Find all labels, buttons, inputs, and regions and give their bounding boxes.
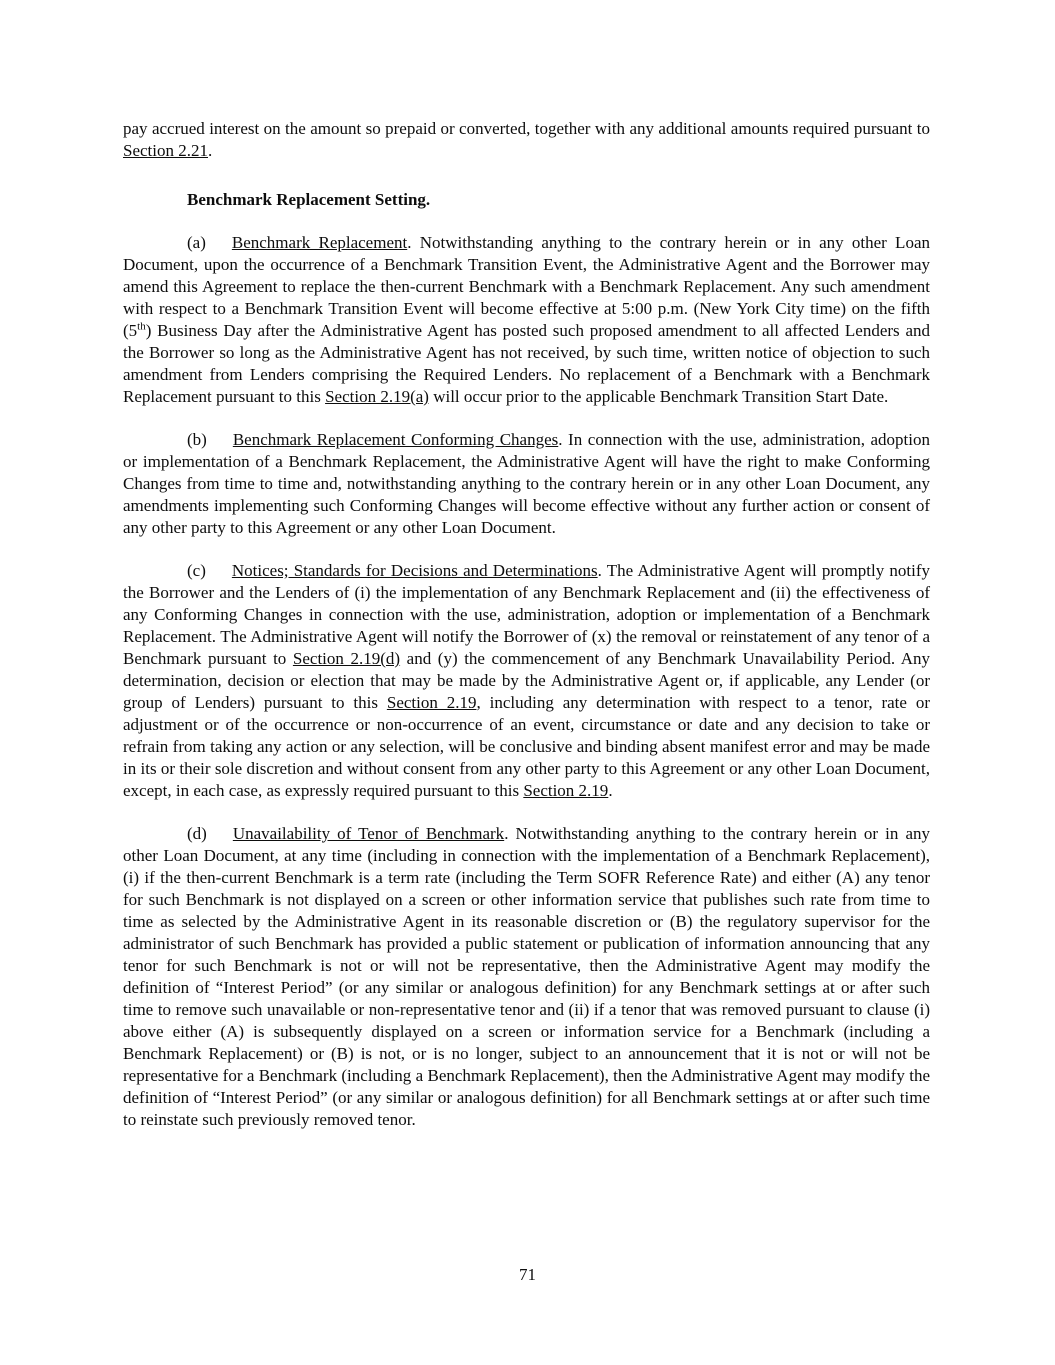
paragraph-c <box>123 560 930 802</box>
paragraph-b <box>123 429 930 539</box>
paragraph-c-label: (c) <box>187 561 206 580</box>
paragraph-a-title: Benchmark Replacement <box>231 233 408 252</box>
paragraph-c-body: . <box>608 781 613 800</box>
paragraph-a-body: ) Business Day after the Administrative Agent has posted such proposed amendment to all affected Lenders and the Borrower so long as the Administrative Agent has not received, by such time, written notice of objection to such amendment from Lenders comprising the Required Lenders. No replacement of a Benchmark with a Benchmark Replacement pursuant to this <box>123 321 930 406</box>
paragraph-d-body: . Notwithstanding anything to the contrary herein or in any other Loan Document, at any time (including in connection with the implementation of a Benchmark Replacement), (i) if the then-current Benchmark is a term rate (including the Term SOFR Reference Rate) and either (A) any tenor for such Benchmark is not displayed on a screen or other information service that publishes such rate from time to time as selected by the Administrative Agent in its reasonable discretion or (B) the regulatory supervisor for the administrator of such Benchmark has provided a public statement or publication of information announcing that any tenor for such Benchmark is not or will not be representative, then the Administrative Agent may modify the definition of “Interest Period” (or any similar or analogous definition) for any Benchmark settings at or after such time to remove such unavailable or non-representative tenor and (ii) if a tenor that was removed pursuant to clause (i) above either (A) is subsequently displayed on a screen or information service for a Benchmark (including a Benchmark Replacement) or (B) is not, or is no longer, subject to an announcement that it is not or will not be representative for a Benchmark (including a Benchmark Replacement), then the Administrative Agent may modify the definition of “Interest Period” (or any similar or analogous definition) for all Benchmark settings at or after such time to reinstate such previously removed tenor. <box>123 824 931 1129</box>
paragraph-a-body: . Notwithstanding anything to the contrary herein or in any other Loan Document, upon the occurrence of a Benchmark Transition Event, the Administrative Agent and the Borrower may amend this Agreement to replace the then-current Benchmark with a Benchmark Replacement. Any such amendment with respect to a Benchmark Transition Event will become effective at 5:00 p.m. (New York City time) on the fifth (5 <box>123 233 930 340</box>
paragraph-intro <box>123 118 930 162</box>
paragraph-c-body: , including any determination with respect to a tenor, rate or adjustment or of the occurrence or non-occurrence of an event, circumstance or date and any decision to take or refrain from taking any action or any selection, will be conclusive and binding absent manifest error and may be made in its or their sole discretion and without consent from any other party to this Agreement or any other Loan Document, except, in each case, as expressly required pursuant to this <box>123 693 930 800</box>
section-ref-2-19: Section 2.19 <box>523 781 609 800</box>
paragraph-b-title: Benchmark Replacement Conforming Changes <box>232 430 559 449</box>
paragraph-a-body: will occur prior to the applicable Benchmark Transition Start Date. <box>428 387 889 406</box>
section-heading-text: Benchmark Replacement Setting <box>187 190 426 209</box>
paragraph-b-label: (b) <box>187 430 207 449</box>
section-ref-2-19d: Section 2.19(d) <box>292 649 401 668</box>
intro-tail: . <box>208 141 213 160</box>
section-heading <box>123 189 930 211</box>
paragraph-c-body: . The Administrative Agent will promptly notify the Borrower and the Lenders of (i) the implementation of any Benchmark Replacement and (ii) the effectiveness of any Conforming Changes in connection with the use, administration, adoption or implementation of a Benchmark Replacement. The Administrative Agent will notify the Borrower of (x) the removal or reinstatement of any tenor of a Benchmark pursuant to <box>123 561 930 668</box>
paragraph-c-body: and (y) the commencement of any Benchmark Unavailability Period. Any determination, decision or election that may be made by the Administrative Agent or, if applicable, any Lender (or group of Lenders) pursuant to this <box>123 649 930 712</box>
paragraph-a <box>123 232 930 408</box>
page-number: 71 <box>519 1265 536 1284</box>
paragraph-b-body: . In connection with the use, administration, adoption or implementation of a Benchmark Replacement, the Administrative Agent will have the right to make Conforming Changes from time to time and, notwithstanding anything to the contrary herein or in any other Loan Document, any amendments implementing such Conforming Changes will become effective without any further action or consent of any other party to this Agreement or any other Loan Document. <box>123 430 930 537</box>
paragraph-d-title: Unavailability of Tenor of Benchmark <box>232 824 505 843</box>
section-heading-period: . <box>425 190 431 209</box>
section-ref-2-21: Section 2.21 <box>123 141 208 160</box>
section-ref-2-19a: Section 2.19(a) <box>325 387 429 406</box>
intro-text: pay accrued interest on the amount so prepaid or converted, together with any additional amounts required pursuant to <box>123 119 930 138</box>
paragraph-d-label: (d) <box>187 824 207 843</box>
paragraph-c-title: Notices; Standards for Decisions and Determinations <box>231 561 598 580</box>
ordinal-superscript: th <box>137 320 146 333</box>
paragraph-d <box>123 823 930 1131</box>
section-ref-2-19: Section 2.19 <box>386 693 477 712</box>
paragraph-a-label: (a) <box>187 233 206 252</box>
document-body <box>123 118 930 1152</box>
